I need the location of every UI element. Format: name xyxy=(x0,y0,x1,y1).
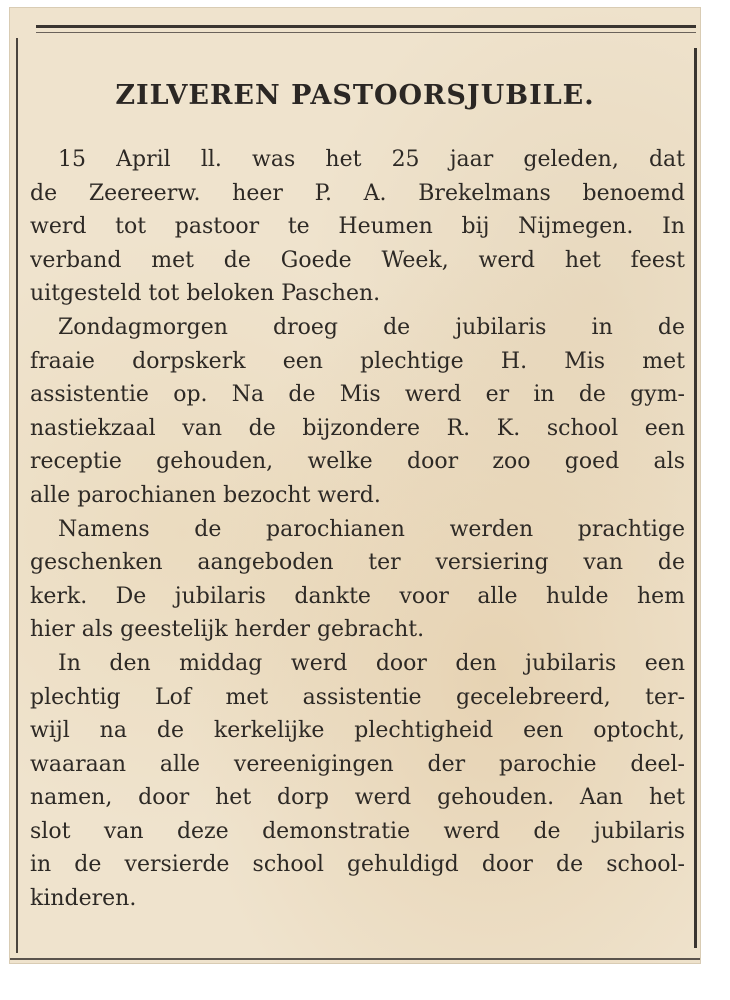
text-line: fraaie dorpskerk een plechtige H. Mis met xyxy=(30,348,685,374)
paragraph-1 xyxy=(30,143,685,311)
text-line: assistentie op. Na de Mis werd er in de gym- xyxy=(30,382,685,408)
text-line: kerk. De jubilaris dankte voor alle hulde hem xyxy=(30,583,685,609)
paragraph-2 xyxy=(30,311,685,513)
text-line: de Zeereerw. heer P. A. Brekelmans benoemd xyxy=(30,180,685,206)
paragraph-3 xyxy=(30,513,685,647)
text-line: alle parochianen bezocht werd. xyxy=(30,482,381,508)
text-line: uitgesteld tot beloken Paschen. xyxy=(30,281,381,307)
text-line: nastiekzaal van de bijzondere R. K. school een xyxy=(30,415,685,441)
text-line: in de versierde school gehuldigd door de school- xyxy=(30,852,685,878)
text-line: plechtig Lof met assistentie gecelebreerd, ter- xyxy=(30,684,685,710)
paragraph-4 xyxy=(30,647,685,916)
left-rule xyxy=(16,38,18,953)
text-line: 15 April ll. was het 25 jaar geleden, dat xyxy=(58,147,685,172)
bottom-rule xyxy=(10,958,700,960)
text-line: namen, door het dorp werd gehouden. Aan het xyxy=(30,785,685,811)
top-rule-thin xyxy=(36,32,696,33)
right-rule xyxy=(694,48,697,948)
text-line: werd tot pastoor te Heumen bij Nijmegen. In xyxy=(30,214,685,240)
text-line: kinderen. xyxy=(30,886,137,912)
text-line: slot van deze demonstratie werd de jubilaris xyxy=(30,818,685,844)
text-line: Namens de parochianen werden prachtige xyxy=(58,516,685,542)
text-line: geschenken aangeboden ter versiering van de xyxy=(30,550,685,576)
article-title: ZILVEREN PASTOORSJUBILE. xyxy=(115,80,595,111)
text-line: verband met de Goede Week, werd het feest xyxy=(30,247,685,273)
text-line: receptie gehouden, welke door zoo goed als xyxy=(30,449,685,475)
newspaper-clipping xyxy=(10,8,700,963)
text-line: waaraan alle vereenigingen der parochie deel- xyxy=(30,751,685,777)
text-line: wijl na de kerkelijke plechtigheid een optocht, xyxy=(30,718,685,744)
text-line: In den middag werd door den jubilaris een xyxy=(58,650,685,676)
top-rule xyxy=(36,25,696,28)
article-body xyxy=(30,143,685,916)
text-line: hier als geestelijk herder gebracht. xyxy=(30,617,425,643)
text-line: Zondagmorgen droeg de jubilaris in de xyxy=(58,314,685,340)
